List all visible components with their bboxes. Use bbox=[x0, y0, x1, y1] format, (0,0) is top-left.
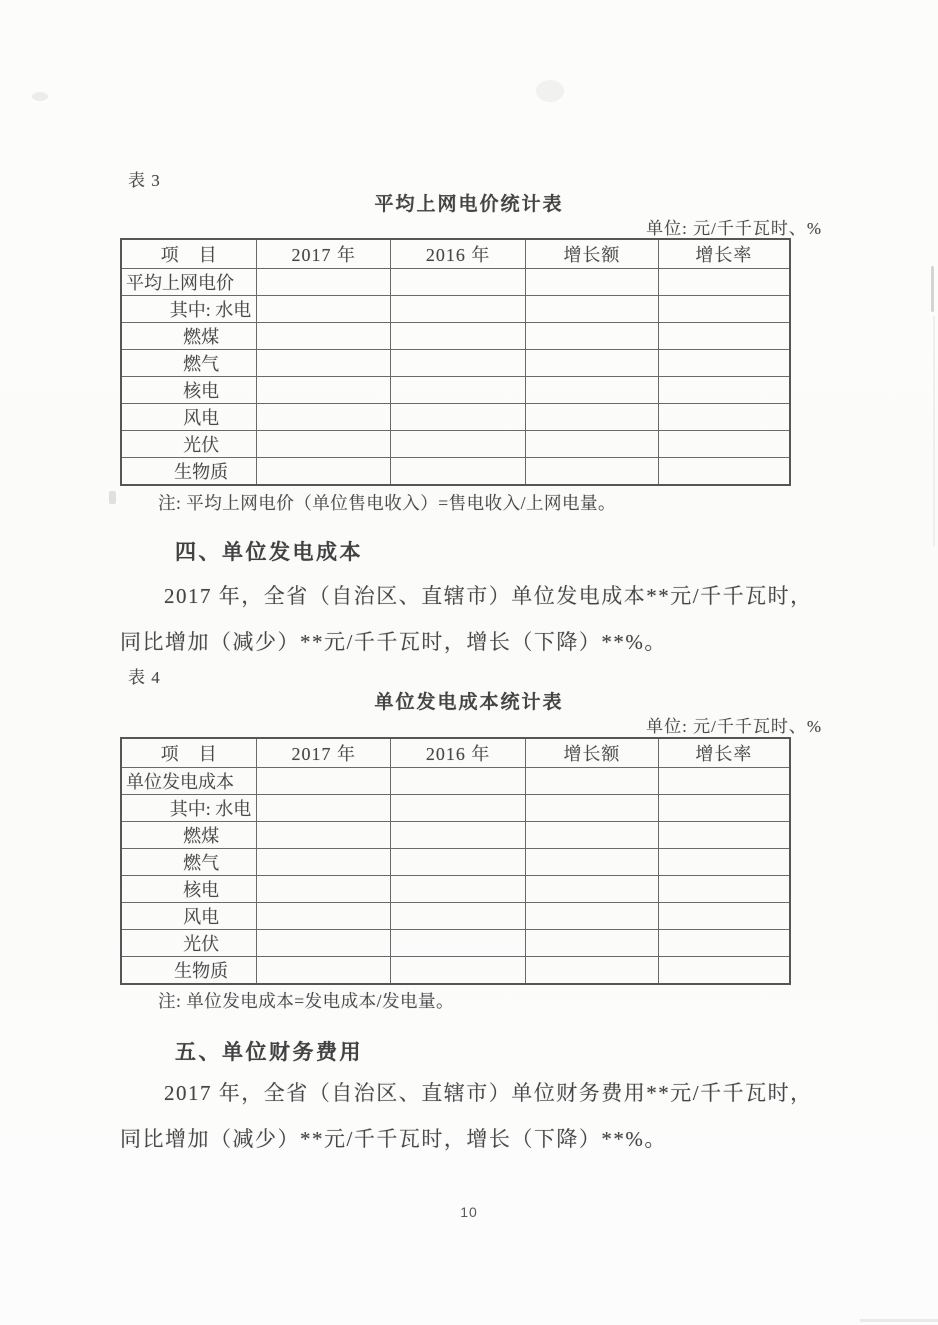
empty-data-cell bbox=[391, 269, 526, 296]
empty-data-cell bbox=[526, 876, 658, 903]
row-label: 燃煤 bbox=[121, 822, 257, 849]
paragraph-line: 2017 年，全省（自治区、直辖市）单位财务费用**元/千千瓦时， bbox=[164, 1081, 813, 1105]
empty-data-cell bbox=[257, 795, 391, 822]
table-row bbox=[121, 876, 790, 903]
table-row bbox=[121, 795, 790, 822]
empty-data-cell bbox=[526, 458, 658, 486]
empty-data-cell bbox=[257, 849, 391, 876]
table-row bbox=[121, 849, 790, 876]
row-label: 风电 bbox=[121, 404, 257, 431]
column-header-2017: 2017 年 bbox=[257, 738, 391, 768]
empty-data-cell bbox=[257, 296, 391, 323]
empty-data-cell bbox=[257, 377, 391, 404]
scan-artifact bbox=[933, 316, 935, 546]
scan-artifact bbox=[860, 1319, 938, 1322]
table-row bbox=[121, 458, 790, 486]
row-label: 核电 bbox=[121, 377, 257, 404]
scan-artifact bbox=[536, 80, 564, 102]
row-label: 核电 bbox=[121, 876, 257, 903]
empty-data-cell bbox=[391, 404, 526, 431]
column-header-growth-amount: 增长额 bbox=[526, 239, 658, 269]
empty-data-cell bbox=[526, 296, 658, 323]
empty-data-cell bbox=[658, 404, 790, 431]
empty-data-cell bbox=[658, 876, 790, 903]
row-label: 燃煤 bbox=[121, 323, 257, 350]
empty-data-cell bbox=[658, 768, 790, 795]
empty-data-cell bbox=[391, 431, 526, 458]
section5-heading: 五、单位财务费用 bbox=[175, 1041, 363, 1064]
empty-data-cell bbox=[526, 269, 658, 296]
row-label: 燃气 bbox=[121, 849, 257, 876]
empty-data-cell bbox=[391, 822, 526, 849]
empty-data-cell bbox=[391, 296, 526, 323]
scan-artifact bbox=[32, 92, 48, 101]
empty-data-cell bbox=[257, 323, 391, 350]
empty-data-cell bbox=[257, 957, 391, 985]
row-label: 平均上网电价 bbox=[121, 269, 257, 296]
table-row bbox=[121, 903, 790, 930]
column-header-2017: 2017 年 bbox=[257, 239, 391, 269]
empty-data-cell bbox=[658, 323, 790, 350]
empty-data-cell bbox=[658, 377, 790, 404]
empty-data-cell bbox=[257, 903, 391, 930]
empty-data-cell bbox=[526, 377, 658, 404]
empty-data-cell bbox=[391, 876, 526, 903]
empty-data-cell bbox=[526, 795, 658, 822]
table-row bbox=[121, 822, 790, 849]
empty-data-cell bbox=[658, 350, 790, 377]
empty-data-cell bbox=[526, 849, 658, 876]
empty-data-cell bbox=[257, 768, 391, 795]
empty-data-cell bbox=[391, 350, 526, 377]
paragraph-line: 同比增加（减少）**元/千千瓦时，增长（下降）**%。 bbox=[120, 630, 667, 654]
table-row bbox=[121, 296, 790, 323]
empty-data-cell bbox=[526, 957, 658, 985]
empty-data-cell bbox=[257, 404, 391, 431]
empty-data-cell bbox=[526, 930, 658, 957]
empty-data-cell bbox=[658, 269, 790, 296]
unit-generation-cost-table bbox=[120, 737, 791, 985]
empty-data-cell bbox=[391, 323, 526, 350]
table-row bbox=[121, 350, 790, 377]
table3-footnote: 注: 平均上网电价（单位售电收入）=售电收入/上网电量。 bbox=[158, 493, 616, 513]
row-label: 单位发电成本 bbox=[121, 768, 257, 795]
empty-data-cell bbox=[391, 903, 526, 930]
table-header-row bbox=[121, 738, 790, 768]
empty-data-cell bbox=[526, 404, 658, 431]
scan-artifact bbox=[931, 266, 934, 312]
empty-data-cell bbox=[391, 458, 526, 486]
empty-data-cell bbox=[257, 876, 391, 903]
paragraph-line: 同比增加（减少）**元/千千瓦时，增长（下降）**%。 bbox=[120, 1127, 667, 1151]
column-header-2016: 2016 年 bbox=[391, 738, 526, 768]
table3-label: 表 3 bbox=[128, 171, 161, 190]
table-row bbox=[121, 930, 790, 957]
table-header-row bbox=[121, 239, 790, 269]
row-label: 其中: 水电 bbox=[121, 296, 257, 323]
empty-data-cell bbox=[658, 458, 790, 486]
row-label: 生物质 bbox=[121, 957, 257, 985]
empty-data-cell bbox=[658, 795, 790, 822]
empty-data-cell bbox=[658, 903, 790, 930]
empty-data-cell bbox=[658, 822, 790, 849]
column-header-growth-amount: 增长额 bbox=[526, 738, 658, 768]
table3-title: 平均上网电价统计表 bbox=[374, 194, 564, 215]
empty-data-cell bbox=[658, 431, 790, 458]
empty-data-cell bbox=[257, 431, 391, 458]
scan-artifact bbox=[109, 491, 116, 504]
column-header-growth-rate: 增长率 bbox=[658, 738, 790, 768]
empty-data-cell bbox=[526, 822, 658, 849]
row-label: 光伏 bbox=[121, 930, 257, 957]
empty-data-cell bbox=[257, 930, 391, 957]
empty-data-cell bbox=[257, 822, 391, 849]
section5-paragraph bbox=[120, 1070, 828, 1162]
table-row bbox=[121, 404, 790, 431]
average-grid-price-table bbox=[120, 238, 791, 486]
table-row bbox=[121, 768, 790, 795]
table-row bbox=[121, 269, 790, 296]
empty-data-cell bbox=[658, 296, 790, 323]
table-row bbox=[121, 431, 790, 458]
empty-data-cell bbox=[658, 849, 790, 876]
empty-data-cell bbox=[391, 930, 526, 957]
empty-data-cell bbox=[658, 957, 790, 985]
column-header-growth-rate: 增长率 bbox=[658, 239, 790, 269]
section4-heading: 四、单位发电成本 bbox=[175, 541, 363, 564]
column-header-item: 项 目 bbox=[121, 738, 257, 768]
paragraph-line: 2017 年，全省（自治区、直辖市）单位发电成本**元/千千瓦时， bbox=[164, 584, 813, 608]
empty-data-cell bbox=[391, 377, 526, 404]
empty-data-cell bbox=[257, 269, 391, 296]
empty-data-cell bbox=[658, 930, 790, 957]
empty-data-cell bbox=[391, 768, 526, 795]
empty-data-cell bbox=[526, 431, 658, 458]
table3-unit-label: 单位: 元/千千瓦时、% bbox=[646, 219, 822, 238]
empty-data-cell bbox=[526, 768, 658, 795]
table4-unit-label: 单位: 元/千千瓦时、% bbox=[646, 717, 822, 736]
empty-data-cell bbox=[391, 795, 526, 822]
row-label: 风电 bbox=[121, 903, 257, 930]
table4-title: 单位发电成本统计表 bbox=[374, 692, 564, 713]
empty-data-cell bbox=[526, 350, 658, 377]
empty-data-cell bbox=[526, 903, 658, 930]
section4-paragraph bbox=[120, 573, 828, 665]
row-label: 生物质 bbox=[121, 458, 257, 486]
empty-data-cell bbox=[391, 957, 526, 985]
row-label: 其中: 水电 bbox=[121, 795, 257, 822]
empty-data-cell bbox=[257, 458, 391, 486]
table4-label: 表 4 bbox=[128, 668, 161, 687]
empty-data-cell bbox=[391, 849, 526, 876]
empty-data-cell bbox=[526, 323, 658, 350]
column-header-item: 项 目 bbox=[121, 239, 257, 269]
column-header-2016: 2016 年 bbox=[391, 239, 526, 269]
row-label: 燃气 bbox=[121, 350, 257, 377]
table4-footnote: 注: 单位发电成本=发电成本/发电量。 bbox=[158, 991, 454, 1011]
page-number: 10 bbox=[460, 1204, 478, 1220]
row-label: 光伏 bbox=[121, 431, 257, 458]
empty-data-cell bbox=[257, 350, 391, 377]
table-row bbox=[121, 377, 790, 404]
table-row bbox=[121, 323, 790, 350]
table-row bbox=[121, 957, 790, 985]
